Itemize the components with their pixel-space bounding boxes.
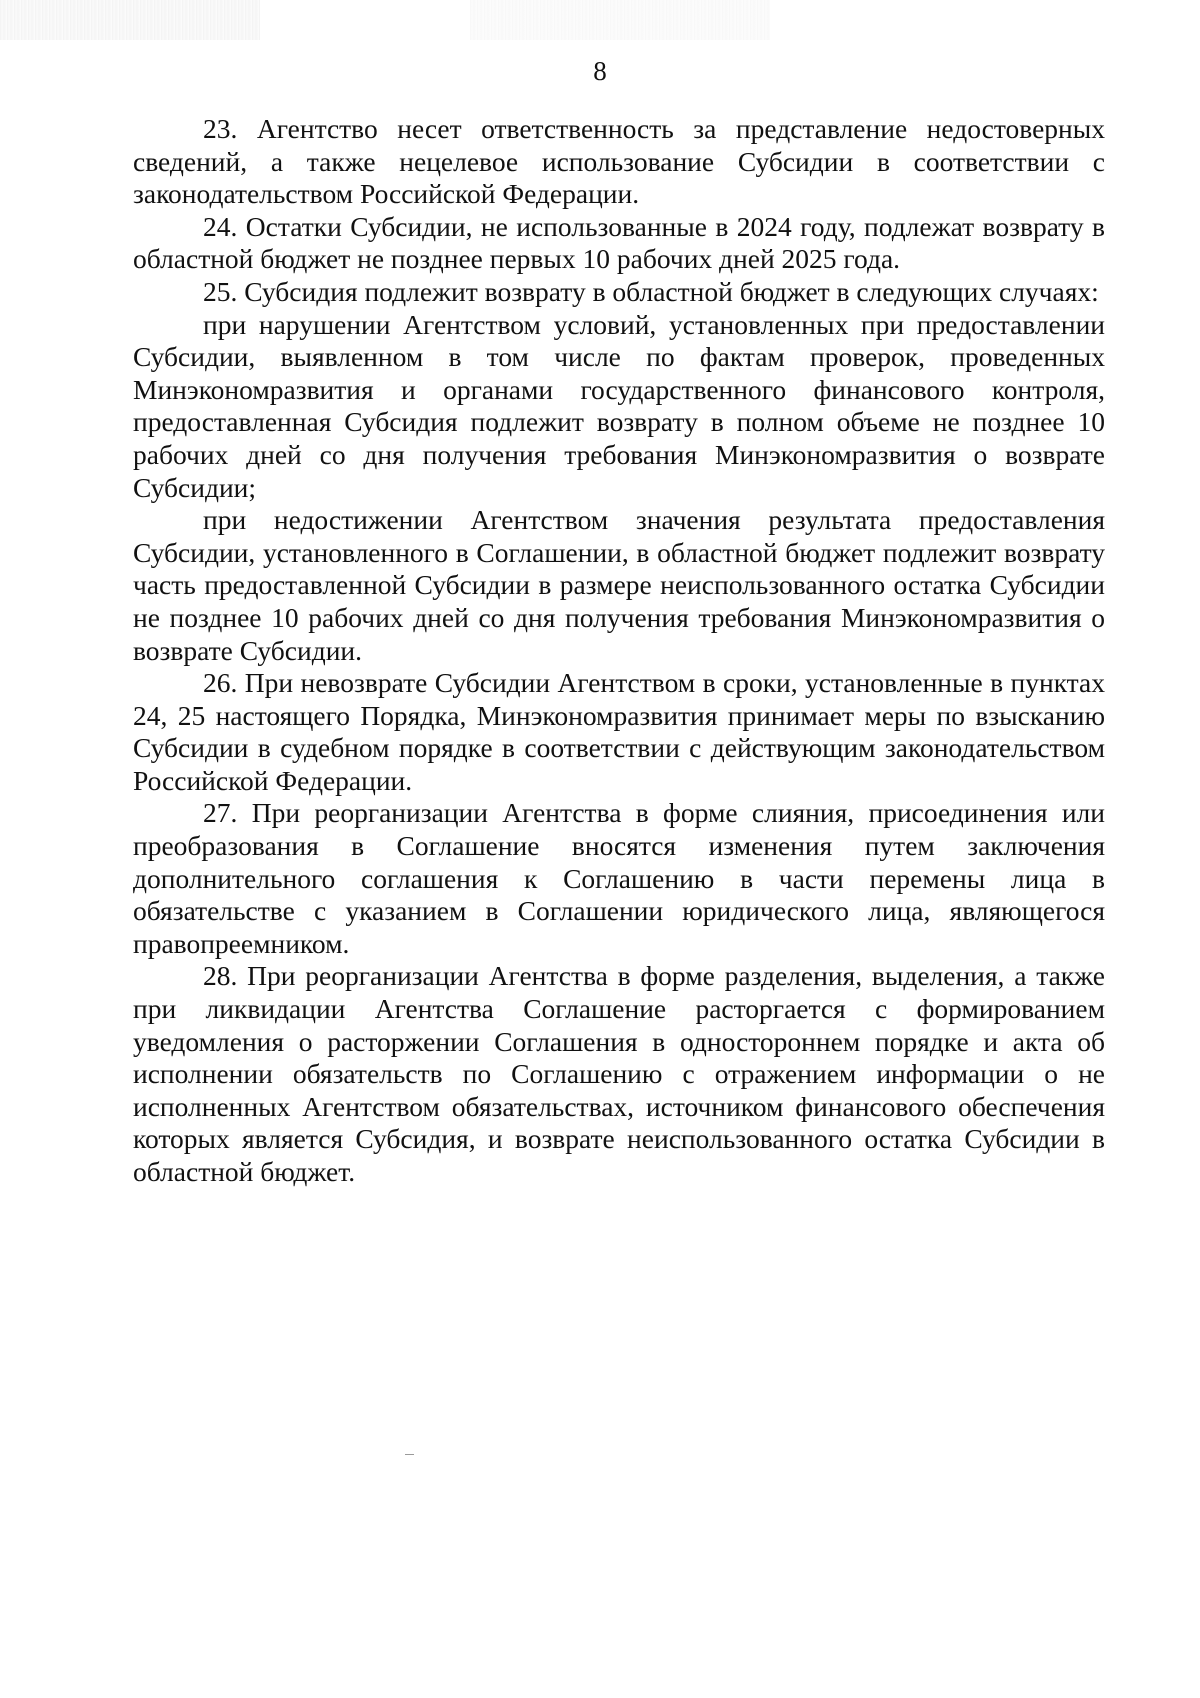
paragraph-26: 26. При невозврате Субсидии Агентством в сроки, установленные в пунктах 24, 25 настоящего Порядка, Минэкономразвития принимает меры по взысканию Субсидии в судебном порядке в соответствии с действующим законодательством Российской Федерации. — [133, 667, 1105, 796]
paragraph-27: 27. При реорганизации Агентства в форме слияния, присоединения или преобразования в Соглашение вносятся изменения путем заключения дополнительного соглашения к Соглашению в части перемены лица в обязательстве с указанием в Соглашении юридического лица, являющегося правопреемником. — [133, 797, 1105, 959]
paragraph-25-case-2: при недостижении Агентством значения результата предоставления Субсидии, установленного в Соглашении, в областной бюджет подлежит возврату часть предоставленной Субсидии в размере неиспользованного остатка Субсидии не позднее 10 рабочих дней со дня получения требования Минэкономразвития о возврате Субсидии. — [133, 504, 1105, 666]
paragraph-28: 28. При реорганизации Агентства в форме разделения, выделения, а также при ликвидации Агентства Соглашение расторгается с формированием уведомления о расторжении Соглашения в одностороннем порядке и акта об исполнении обязательств по Соглашению с отражением информации о не исполненных Агентством обязательствах, источником финансового обеспечения которых является Субсидия, и возврате неиспользованного остатка Субсидии в областной бюджет. — [133, 960, 1105, 1187]
scan-artifact — [0, 0, 260, 40]
scan-speck — [405, 1454, 414, 1455]
document-body — [133, 113, 1105, 1189]
scan-artifact — [470, 0, 770, 40]
paragraph-25: 25. Субсидия подлежит возврату в областной бюджет в следующих случаях: — [203, 275, 1099, 307]
paragraph-23: 23. Агентство несет ответственность за представление недостоверных сведений, а также нецелевое использование Субсидии в соответствии с законодательством Российской Федерации. — [133, 113, 1105, 210]
page-number: 8 — [593, 56, 607, 86]
paragraph-24: 24. Остатки Субсидии, не использованные в 2024 году, подлежат возврату в областной бюджет не позднее первых 10 рабочих дней 2025 года. — [133, 210, 1105, 275]
paragraph-25-case-1: при нарушении Агентством условий, установленных при предоставлении Субсидии, выявленном в том числе по фактам проверок, проведенных Минэкономразвития и органами государственного финансового контроля, предоставленная Субсидия подлежит возврату в полном объеме не позднее 10 рабочих дней со дня получения требования Минэкономразвития о возврате Субсидии; — [133, 308, 1105, 503]
